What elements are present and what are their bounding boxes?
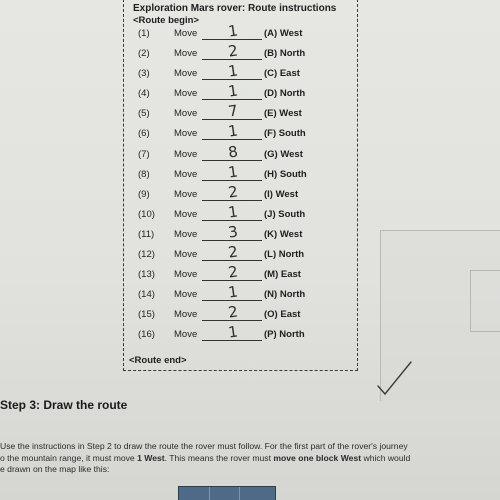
step3-instructions [0, 441, 500, 476]
row-move-label: Move [174, 108, 198, 119]
row-number: (12) [138, 249, 155, 260]
row-move-label: Move [174, 269, 198, 280]
row-direction: (L) North [264, 249, 305, 260]
route-begin-label: <Route begin> [133, 15, 199, 26]
row-move-label: Move [174, 28, 198, 39]
row-move-label: Move [174, 169, 198, 180]
route-box-title: Exploration Mars rover: Route instructions [133, 3, 337, 14]
route-row [0, 302, 500, 323]
route-row [0, 142, 500, 163]
row-direction: (N) North [264, 289, 306, 300]
handwritten-answer: 1 [227, 21, 239, 41]
row-move-label: Move [174, 68, 198, 79]
row-move-label: Move [174, 289, 198, 300]
route-row [0, 222, 500, 243]
route-row [0, 21, 500, 42]
row-number: (11) [138, 229, 155, 240]
row-number: (2) [138, 48, 150, 59]
handwritten-answer: 1 [227, 61, 239, 81]
row-number: (5) [138, 108, 150, 119]
row-number: (1) [138, 28, 150, 39]
row-direction: (H) South [264, 169, 307, 180]
step3-line-1: Use the instructions in Step 2 to draw the route the rover must follow. For the first part of the rover's journey [0, 441, 408, 451]
step3-line-2-bold-b: move one block West [273, 452, 362, 463]
route-row [0, 242, 500, 263]
row-direction: (A) West [264, 28, 303, 39]
handwritten-answer: 2 [227, 302, 239, 322]
row-move-label: Move [174, 209, 198, 220]
handwritten-answer: 2 [227, 41, 239, 61]
row-move-label: Move [174, 48, 198, 59]
route-row [0, 81, 500, 102]
handwritten-answer: 1 [227, 121, 239, 141]
row-direction: (M) East [264, 269, 301, 280]
handwritten-answer: 1 [227, 282, 239, 302]
row-direction: (J) South [264, 209, 306, 220]
handwritten-answer: 1 [227, 322, 239, 342]
row-number: (16) [138, 329, 155, 340]
row-direction: (P) North [264, 329, 305, 340]
handwritten-answer: 1 [227, 162, 239, 182]
example-map-image [178, 486, 276, 500]
row-number: (3) [138, 68, 150, 79]
step3-line-2-text-b: . This means the rover must [164, 452, 274, 463]
handwritten-answer: 2 [227, 242, 239, 262]
row-move-label: Move [174, 88, 198, 99]
row-number: (13) [138, 269, 155, 280]
row-number: (6) [138, 128, 150, 139]
row-number: (8) [138, 169, 150, 180]
row-direction: (G) West [264, 149, 303, 160]
step3-line-2-text-c: which would [361, 452, 411, 463]
row-move-label: Move [174, 329, 198, 340]
route-row [0, 322, 500, 343]
row-number: (4) [138, 88, 150, 99]
row-direction: (C) East [264, 68, 300, 79]
route-row [0, 182, 500, 203]
route-end-label: <Route end> [129, 355, 187, 366]
row-direction: (D) North [264, 88, 306, 99]
row-number: (15) [138, 309, 155, 320]
row-direction: (K) West [264, 229, 303, 240]
route-row [0, 282, 500, 303]
map-grid-line [239, 487, 240, 500]
row-number: (9) [138, 189, 150, 200]
row-number: (14) [138, 289, 155, 300]
map-grid-line [209, 487, 210, 500]
handwritten-answer: 2 [227, 182, 239, 202]
step3-heading: Step 3: Draw the route [0, 398, 128, 412]
route-row [0, 162, 500, 183]
handwritten-answer: 1 [227, 202, 239, 222]
row-direction: (B) North [264, 48, 306, 59]
row-move-label: Move [174, 249, 198, 260]
step3-line-2 [0, 453, 500, 465]
row-direction: (I) West [264, 189, 299, 200]
handwritten-answer: 2 [227, 262, 239, 282]
row-number: (7) [138, 149, 150, 160]
route-row [0, 262, 500, 283]
row-move-label: Move [174, 149, 198, 160]
row-move-label: Move [174, 309, 198, 320]
handwritten-answer: 1 [227, 81, 239, 101]
row-move-label: Move [174, 189, 198, 200]
row-direction: (O) East [264, 309, 301, 320]
route-row [0, 121, 500, 142]
step3-line-2-text-a: o the mountain range, it must move [0, 452, 138, 463]
route-row [0, 41, 500, 62]
checkmark-icon [375, 360, 415, 400]
row-move-label: Move [174, 229, 198, 240]
step3-line-3: e drawn on the map like this: [0, 464, 110, 474]
route-row [0, 101, 500, 122]
row-direction: (E) West [264, 108, 302, 119]
handwritten-answer: 8 [227, 142, 239, 162]
step3-line-2-bold-a: 1 West [137, 452, 165, 463]
route-row [0, 202, 500, 223]
handwritten-answer: 3 [227, 222, 239, 242]
row-direction: (F) South [264, 128, 306, 139]
row-number: (10) [138, 209, 155, 220]
row-move-label: Move [174, 128, 198, 139]
route-row [0, 61, 500, 82]
handwritten-answer: 7 [227, 101, 239, 121]
